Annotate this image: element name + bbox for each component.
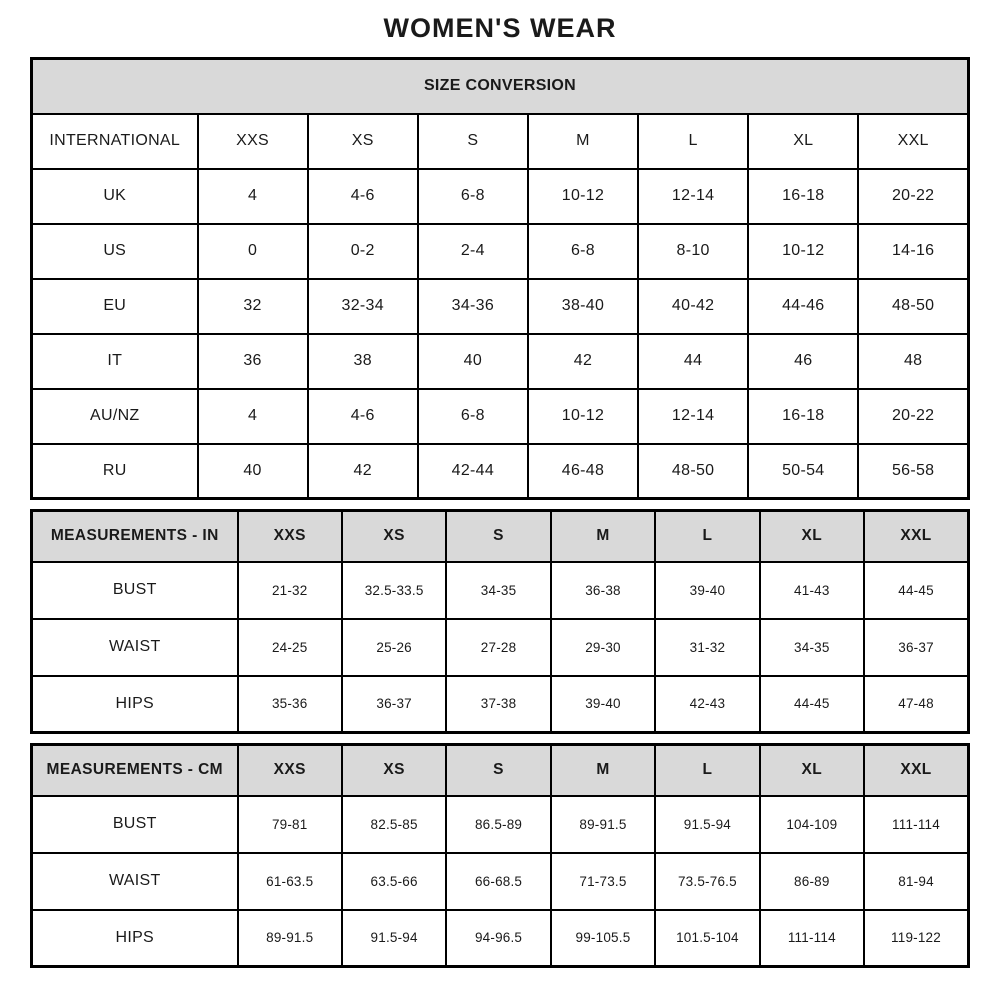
size-value-cell: 46-48: [528, 444, 638, 499]
row-label: HIPS: [32, 910, 238, 967]
size-value-cell: 104-109: [760, 796, 864, 853]
size-value-cell: 81-94: [864, 853, 968, 910]
size-value-cell: 12-14: [638, 389, 748, 444]
table-row: [32, 853, 969, 910]
size-column-header: L: [638, 114, 748, 169]
size-value-cell: 111-114: [760, 910, 864, 967]
row-label: AU/NZ: [32, 389, 198, 444]
size-column-header: S: [446, 511, 550, 562]
size-value-cell: 86-89: [760, 853, 864, 910]
size-column-header: XL: [760, 511, 864, 562]
table-row: [32, 389, 969, 444]
size-conversion-table: [30, 57, 970, 500]
row-label: US: [32, 224, 198, 279]
size-value-cell: 44-45: [864, 562, 968, 619]
size-value-cell: 36-38: [551, 562, 655, 619]
table-row: [32, 444, 969, 499]
size-column-header: XXS: [198, 114, 308, 169]
table-row: [32, 796, 969, 853]
size-column-header: XS: [308, 114, 418, 169]
table-row: [32, 619, 969, 676]
size-value-cell: 56-58: [858, 444, 968, 499]
size-value-cell: 2-4: [418, 224, 528, 279]
table-row: [32, 910, 969, 967]
size-value-cell: 36-37: [864, 619, 968, 676]
size-value-cell: 99-105.5: [551, 910, 655, 967]
header-label: MEASUREMENTS - IN: [32, 511, 238, 562]
size-value-cell: 32-34: [308, 279, 418, 334]
size-value-cell: 34-35: [446, 562, 550, 619]
size-value-cell: 50-54: [748, 444, 858, 499]
table-row: [32, 676, 969, 733]
size-value-cell: 66-68.5: [446, 853, 550, 910]
table-row: [32, 224, 969, 279]
size-column-header: XS: [342, 745, 446, 796]
size-value-cell: 27-28: [446, 619, 550, 676]
size-column-header: XXL: [864, 745, 968, 796]
page-title: WOMEN'S WEAR: [383, 13, 617, 43]
row-label: BUST: [32, 796, 238, 853]
size-value-cell: 48-50: [638, 444, 748, 499]
size-column-header: XXL: [864, 511, 968, 562]
size-value-cell: 42-43: [655, 676, 759, 733]
header-row: [32, 511, 969, 562]
size-value-cell: 46: [748, 334, 858, 389]
size-value-cell: 47-48: [864, 676, 968, 733]
row-label: HIPS: [32, 676, 238, 733]
size-value-cell: 101.5-104: [655, 910, 759, 967]
size-value-cell: 16-18: [748, 169, 858, 224]
size-value-cell: 89-91.5: [551, 796, 655, 853]
size-value-cell: 34-36: [418, 279, 528, 334]
size-value-cell: 40: [418, 334, 528, 389]
size-value-cell: 31-32: [655, 619, 759, 676]
size-value-cell: 34-35: [760, 619, 864, 676]
size-value-cell: 24-25: [238, 619, 342, 676]
size-value-cell: 89-91.5: [238, 910, 342, 967]
size-value-cell: 119-122: [864, 910, 968, 967]
table-row: [32, 334, 969, 389]
size-value-cell: 10-12: [528, 169, 638, 224]
size-value-cell: 44-45: [760, 676, 864, 733]
size-value-cell: 71-73.5: [551, 853, 655, 910]
size-value-cell: 0-2: [308, 224, 418, 279]
size-column-header: L: [655, 745, 759, 796]
size-value-cell: 82.5-85: [342, 796, 446, 853]
size-value-cell: 39-40: [551, 676, 655, 733]
size-column-header: M: [528, 114, 638, 169]
row-label: EU: [32, 279, 198, 334]
row-label: UK: [32, 169, 198, 224]
size-value-cell: 73.5-76.5: [655, 853, 759, 910]
size-column-header: M: [551, 511, 655, 562]
size-value-cell: 8-10: [638, 224, 748, 279]
size-value-cell: 48: [858, 334, 968, 389]
size-value-cell: 20-22: [858, 389, 968, 444]
header-label: MEASUREMENTS - CM: [32, 745, 238, 796]
size-value-cell: 79-81: [238, 796, 342, 853]
size-value-cell: 12-14: [638, 169, 748, 224]
size-value-cell: 37-38: [446, 676, 550, 733]
measurements-cm-table: [30, 743, 970, 968]
size-column-header: L: [655, 511, 759, 562]
table-row: [32, 562, 969, 619]
size-value-cell: 41-43: [760, 562, 864, 619]
size-value-cell: 20-22: [858, 169, 968, 224]
size-value-cell: 40-42: [638, 279, 748, 334]
size-value-cell: 4: [198, 389, 308, 444]
size-value-cell: 91.5-94: [342, 910, 446, 967]
size-value-cell: 36: [198, 334, 308, 389]
size-column-header: S: [418, 114, 528, 169]
size-value-cell: 94-96.5: [446, 910, 550, 967]
size-value-cell: 42: [308, 444, 418, 499]
size-column-header: XS: [342, 511, 446, 562]
size-value-cell: 21-32: [238, 562, 342, 619]
size-value-cell: 111-114: [864, 796, 968, 853]
size-column-header: XXS: [238, 745, 342, 796]
table-banner-row: [32, 59, 969, 114]
size-value-cell: 32.5-33.5: [342, 562, 446, 619]
size-value-cell: 6-8: [418, 169, 528, 224]
row-label: WAIST: [32, 853, 238, 910]
size-value-cell: 0: [198, 224, 308, 279]
size-value-cell: 40: [198, 444, 308, 499]
size-value-cell: 4-6: [308, 389, 418, 444]
size-value-cell: 6-8: [418, 389, 528, 444]
header-label: INTERNATIONAL: [32, 114, 198, 169]
measurements-in-table: [30, 509, 970, 734]
size-value-cell: 44-46: [748, 279, 858, 334]
size-value-cell: 42-44: [418, 444, 528, 499]
size-value-cell: 38: [308, 334, 418, 389]
row-label: RU: [32, 444, 198, 499]
size-value-cell: 6-8: [528, 224, 638, 279]
table-title: SIZE CONVERSION: [32, 59, 969, 114]
size-value-cell: 10-12: [528, 389, 638, 444]
size-column-header: XXS: [238, 511, 342, 562]
size-value-cell: 63.5-66: [342, 853, 446, 910]
size-value-cell: 10-12: [748, 224, 858, 279]
header-row: [32, 114, 969, 169]
size-value-cell: 32: [198, 279, 308, 334]
size-value-cell: 36-37: [342, 676, 446, 733]
size-value-cell: 61-63.5: [238, 853, 342, 910]
size-value-cell: 44: [638, 334, 748, 389]
size-value-cell: 14-16: [858, 224, 968, 279]
header-row: [32, 745, 969, 796]
size-value-cell: 38-40: [528, 279, 638, 334]
size-value-cell: 4: [198, 169, 308, 224]
row-label: BUST: [32, 562, 238, 619]
size-value-cell: 16-18: [748, 389, 858, 444]
table-row: [32, 169, 969, 224]
size-column-header: XXL: [858, 114, 968, 169]
size-value-cell: 4-6: [308, 169, 418, 224]
size-column-header: XL: [760, 745, 864, 796]
size-column-header: XL: [748, 114, 858, 169]
size-value-cell: 86.5-89: [446, 796, 550, 853]
row-label: WAIST: [32, 619, 238, 676]
size-value-cell: 25-26: [342, 619, 446, 676]
size-value-cell: 29-30: [551, 619, 655, 676]
table-row: [32, 279, 969, 334]
size-value-cell: 39-40: [655, 562, 759, 619]
size-value-cell: 42: [528, 334, 638, 389]
size-column-header: S: [446, 745, 550, 796]
row-label: IT: [32, 334, 198, 389]
size-value-cell: 48-50: [858, 279, 968, 334]
size-value-cell: 35-36: [238, 676, 342, 733]
size-value-cell: 91.5-94: [655, 796, 759, 853]
size-column-header: M: [551, 745, 655, 796]
